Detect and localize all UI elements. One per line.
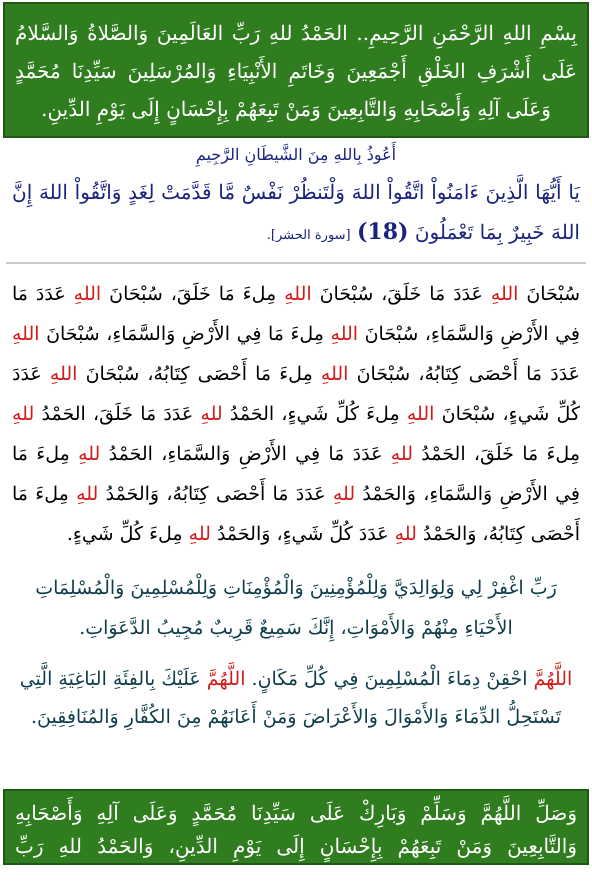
highlighted-word: للهِ xyxy=(76,483,99,505)
text-run: مِلءَ مَا فِي الأَرْضِ وَالسَّمَاءِ، وَالحَمْدُ xyxy=(12,443,581,505)
tasbih-paragraph xyxy=(0,268,592,568)
closing-text: وَصَلِّ اللَّهُمَّ وَسَلِّمْ وَبَارِكْ عَلَى سَيِّدِنَا مُحَمَّدٍ وَعَلَى آلِهِ وَأَصْحَابِهِ وَالتَّابِعِينَ وَمَنْ تَبِعَهُمْ بِإِحْسَانٍ إِلَى يَوْمِ الدِّينِ، وَالحَمْدُ للهِ رَبِّ العَالَمِينَ. xyxy=(15,801,577,891)
highlighted-word: للهِ xyxy=(188,523,211,545)
highlighted-word: للهِ xyxy=(12,403,35,425)
text-run: مِلءَ مَا خَلَقَ، الحَمْدُ xyxy=(413,443,580,465)
text-run: مِلءَ كُلِّ شَيءٍ، الحَمْدُ xyxy=(222,403,407,425)
opening-banner xyxy=(3,2,589,138)
highlighted-word: اللهِ xyxy=(12,323,40,345)
highlighted-word: للهِ xyxy=(332,483,356,505)
highlighted-word: للهِ xyxy=(394,523,417,545)
text-run: مِلءَ مَا خَلَقَ، سُبْحَانَ xyxy=(101,283,285,305)
forgiveness-dua-text: رَبِّ اغْفِرْ لِي وَلِوَالِدَيَّ وَلِلْمُؤْمِنِينَ وَالْمُؤْمِنَاتِ وَلِلْمُسْلِمِينَ وَالْمُسْلِمَاتِ الأَحْيَاءِ مِنْهُمْ وَالأَمْوَاتِ، إِنَّكَ سَمِيعٌ قَرِيبٌ مُجِيبُ الدَّعَوَاتِ. xyxy=(35,577,557,639)
text-run: مِلءَ مَا فِي الأَرْضِ وَالسَّمَاءِ، سُبْحَانَ xyxy=(39,323,331,345)
text-run: عَدَدَ مَا فِي الأَرْضِ وَالسَّمَاءِ، سُبْحَانَ xyxy=(12,283,581,345)
text-run: عَدَدَ كُلِّ شَيءٍ، سُبْحَانَ xyxy=(12,363,580,425)
text-run: عَدَدَ مَا خَلَقَ، سُبْحَانَ xyxy=(311,283,491,305)
highlighted-word: اللهِ xyxy=(490,283,519,305)
istiadha-line: أَعُوذُ بِاللهِ مِنَ الشَّيطَانِ الرَّجِيمِ xyxy=(195,145,397,164)
verse-number: (18) xyxy=(356,219,409,245)
text-run: سُبْحَانَ xyxy=(518,283,581,305)
divider xyxy=(6,262,586,264)
text-run: عَلَيْكَ بِالفِئَةِ البَاغِيَةِ الَّتِي تَسْتَحِلُّ الدِّمَاءَ وَالأَمْوَالَ وَالأَعْرَاضَ وَمَنْ أَعَانَهُمْ مِنَ الكُفَّارِ وَالمُنَافِقِينَ. xyxy=(19,668,561,728)
highlighted-word: اللهِ xyxy=(320,363,349,385)
highlighted-word: اللَّهُمَّ xyxy=(533,668,573,690)
text-run: عَدَدَ مَا أَحْصَى كِتَابُهُ، سُبْحَانَ xyxy=(348,363,581,385)
text-run: عَدَدَ مَا فِي الأَرْضِ وَالسَّمَاءِ، الحَمْدُ xyxy=(100,443,391,465)
forgiveness-dua xyxy=(0,568,592,656)
highlighted-word: للهِ xyxy=(390,443,413,465)
highlighted-word: للهِ xyxy=(78,443,101,465)
quran-verse xyxy=(0,166,592,258)
closing-banner xyxy=(3,789,589,891)
highlighted-word: اللَّهُمَّ xyxy=(206,668,246,690)
highlighted-word: اللهِ xyxy=(330,323,359,345)
text-run: عَدَدَ مَا أَحْصَى كِتَابُهُ، وَالحَمْدُ xyxy=(98,483,333,505)
highlighted-word: اللهِ xyxy=(49,363,78,385)
highlighted-word: اللهِ xyxy=(73,283,102,305)
text-run: مِلءَ مَا أَحْصَى كِتَابُهُ، سُبْحَانَ xyxy=(77,363,321,385)
text-run: عَدَدَ مَا خَلَقَ، الحَمْدُ xyxy=(34,403,201,425)
text-run: مِلءَ مَا أَحْصَى كِتَابُهُ، وَالحَمْدُ xyxy=(12,483,580,545)
highlighted-word: اللهِ xyxy=(284,283,312,305)
text-run: عَدَدَ كُلِّ شَيءٍ، وَالحَمْدُ xyxy=(210,523,395,545)
text-run: احْقِنْ دِمَاءَ الْمُسْلِمِينَ فِي كُلِّ مَكَانٍ. xyxy=(245,668,534,690)
highlighted-word: اللهِ xyxy=(406,403,435,425)
verse-text: يَا أَيُّهَا الَّذِينَ ءَامَنُواْ اتَّقُواْ اللهَ وَلْتَنظُرْ نَفْسٌ مَّا قَدَّمَتْ لِغَدٍ وَاتَّقُواْ اللهَ إِنَّ اللهَ خَبِيرٌ بِمَا تَعْمَلُونَ xyxy=(12,180,580,244)
protection-dua xyxy=(0,656,592,744)
text-run: مِلءَ كُلِّ شَيءٍ. xyxy=(66,523,189,545)
highlighted-word: للهِ xyxy=(200,403,223,425)
opening-text: بِسْمِ اللهِ الرَّحْمَنِ الرَّحِيمِ.. الحَمْدُ للهِ رَبِّ العَالَمِينَ وَالصَّلاةُ وَالسَّلامُ عَلَى أَشْرَفِ الخَلْقِ أَجْمَعِينَ وَخَاتَمِ الأَنْبِيَاءِ وَالمُرْسَلِينَ سَيِّدِنَا مُحَمَّدٍ وَعَلَى آلِهِ وَأَصْحَابِهِ وَالتَّابِعِينَ وَمَنْ تَبِعَهُمْ بِإِحْسَانٍ إِلَى يَوْمِ الدِّينِ. xyxy=(15,21,577,121)
verse-reference: [سورة الحشر]. xyxy=(266,228,351,243)
